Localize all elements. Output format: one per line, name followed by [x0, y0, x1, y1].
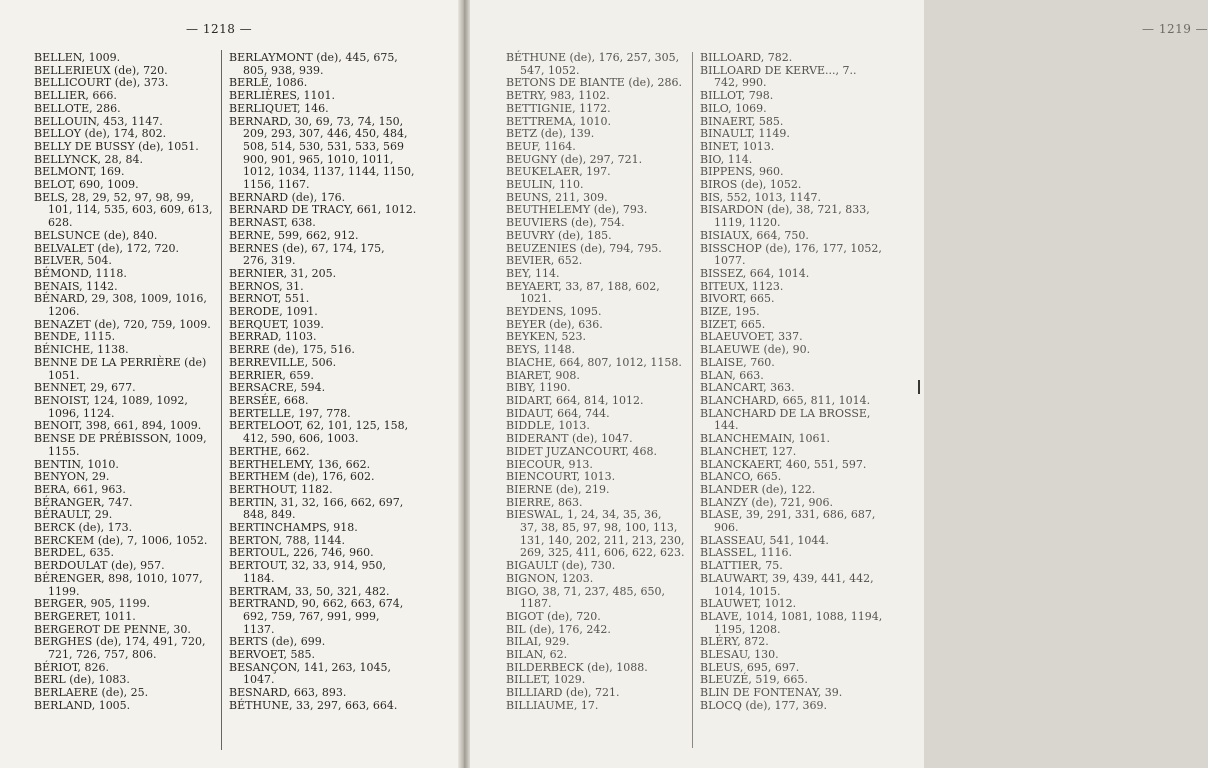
index-entry: BETZ (de), 139.: [506, 127, 595, 141]
index-entry: BERGER, 905, 1199.: [34, 597, 150, 611]
index-entry: BERNARD (de), 176.: [229, 190, 346, 204]
index-entry: BERGERET, 1011.: [34, 609, 136, 623]
index-entry: BELLICOURT (de), 373.: [34, 76, 169, 90]
index-entry: BEUVRY (de), 185.: [506, 228, 612, 242]
index-entry: BERLAERE (de), 25.: [34, 686, 149, 700]
index-entry: BERTOUL, 226, 746, 960.: [229, 546, 374, 560]
index-entry: BERTON, 788, 1144.: [229, 533, 345, 547]
left-page: [0, 0, 458, 768]
index-entry: BLANCO, 665.: [700, 470, 782, 484]
index-entry: BIGNON, 1203.: [506, 571, 594, 585]
index-entry: BELLOUIN, 453, 1147.: [34, 114, 163, 128]
page-number: — 1218 —: [186, 22, 253, 36]
index-entry: BERREVILLE, 506.: [229, 355, 337, 369]
index-entry: BIZE, 195.: [700, 305, 760, 319]
index-entry: BERNOS, 31.: [229, 279, 304, 293]
index-entry: BIESWAL, 1, 24, 34, 35, 36,: [506, 508, 662, 522]
index-entry: BELS, 28, 29, 52, 97, 98, 99,: [34, 190, 194, 204]
index-entry: BERDEL, 635.: [34, 546, 115, 560]
index-entry: BLASE, 39, 291, 331, 686, 687,: [700, 508, 876, 522]
index-entry: BERGHES (de), 174, 491, 720,: [34, 635, 206, 649]
index-entry: BERTHOUT, 1182.: [229, 482, 333, 496]
index-entry: BLÉRY, 872.: [700, 635, 769, 649]
index-entry: BENSE DE PRÉBISSON, 1009,: [34, 432, 207, 446]
index-entry: BERRAD, 1103.: [229, 330, 317, 344]
index-entry: BELLYNCK, 28, 84.: [34, 152, 144, 166]
index-entry: BEYKEN, 523.: [506, 330, 587, 344]
column-divider: [692, 52, 693, 748]
index-entry: 1137.: [243, 622, 275, 636]
index-entry: BERLAYMONT (de), 445, 675,: [229, 51, 398, 64]
index-entry: BÉMOND, 1118.: [34, 266, 127, 280]
index-entry: BÉRIOT, 826.: [34, 660, 109, 674]
index-entry: BIGOT (de), 720.: [506, 609, 601, 623]
index-entry: BETTIGNIE, 1172.: [506, 101, 611, 115]
index-entry: BELOT, 690, 1009.: [34, 178, 139, 192]
right-page: [470, 0, 1208, 768]
index-entry: BLANCHEMAIN, 1061.: [700, 432, 830, 446]
index-entry: BESNARD, 663, 893.: [229, 686, 347, 700]
index-entry: 1012, 1034, 1137, 1144, 1150,: [243, 165, 415, 179]
index-entry: BETONS DE BIANTE (de), 286.: [506, 76, 682, 90]
index-entry: BINET, 1013.: [700, 139, 775, 153]
index-entry: 1155.: [48, 444, 80, 458]
index-entry: BEUKELAER, 197.: [506, 165, 611, 179]
index-entry: BENAZET (de), 720, 759, 1009.: [34, 317, 211, 331]
index-entry: 144.: [714, 419, 739, 433]
index-entry: BLEUS, 695, 697.: [700, 660, 800, 674]
index-entry: BISSEZ, 664, 1014.: [700, 266, 810, 280]
index-entry: BLATTIER, 75.: [700, 559, 783, 573]
index-entry: BIDART, 664, 814, 1012.: [506, 393, 644, 407]
index-entry: BERTHEM (de), 176, 602.: [229, 470, 375, 484]
index-entry: BERSÉE, 668.: [229, 393, 309, 407]
index-entry: BERTELOOT, 62, 101, 125, 158,: [229, 419, 409, 433]
index-entry: 1096, 1124.: [48, 406, 115, 420]
index-entry: BIDERANT (de), 1047.: [506, 432, 633, 446]
index-entry: BLAUWART, 39, 439, 441, 442,: [700, 571, 874, 585]
index-entry: BEVIER, 652.: [506, 254, 583, 268]
index-entry: BIPPENS, 960.: [700, 165, 784, 179]
index-entry: BIGO, 38, 71, 237, 485, 650,: [506, 584, 666, 598]
index-entry: BELVER, 504.: [34, 254, 112, 268]
index-entry: BESANÇON, 141, 263, 1045,: [229, 660, 392, 674]
index-entry: BERVOET, 585.: [229, 648, 316, 662]
column-divider: [221, 50, 222, 750]
index-entry: BILLIAUME, 17.: [506, 698, 599, 712]
index-entry: BERTRAND, 90, 662, 663, 674,: [229, 597, 404, 611]
index-entry: BLASSEL, 1116.: [700, 546, 793, 560]
index-entry: 1021.: [520, 292, 552, 306]
index-entry: BELLOY (de), 174, 802.: [34, 127, 167, 141]
page-number: — 1219 —: [1142, 22, 1208, 36]
index-entry: BIBY, 1190.: [506, 381, 571, 395]
index-column: [506, 52, 684, 713]
index-entry: BERNIER, 31, 205.: [229, 266, 337, 280]
index-entry: BENAIS, 1142.: [34, 279, 118, 293]
index-entry: BLANCKAERT, 460, 551, 597.: [700, 457, 867, 471]
index-entry: BERTIN, 31, 32, 166, 662, 697,: [229, 495, 404, 509]
index-entry: BIENCOURT, 1013.: [506, 470, 616, 484]
index-entry: 906.: [714, 521, 739, 535]
index-entry: BILLOT, 798.: [700, 89, 774, 103]
index-entry: BILO, 1069.: [700, 101, 767, 115]
index-entry: BERNARD DE TRACY, 661, 1012.: [229, 203, 417, 217]
index-entry: BELVALET (de), 172, 720.: [34, 241, 180, 255]
index-entry: BERSACRE, 594.: [229, 381, 326, 395]
index-column: [229, 52, 416, 713]
index-entry: BILAN, 62.: [506, 648, 568, 662]
index-entry: BLAISE, 760.: [700, 355, 775, 369]
index-entry: BENDE, 1115.: [34, 330, 116, 344]
index-entry: BLESAU, 130.: [700, 648, 779, 662]
index-entry: BIS, 552, 1013, 1147.: [700, 190, 822, 204]
index-entry: BEUTHELEMY (de), 793.: [506, 203, 648, 217]
index-entry: BEYDENS, 1095.: [506, 305, 602, 319]
index-entry: BLAVE, 1014, 1081, 1088, 1194,: [700, 609, 883, 623]
index-entry: BILLOARD DE KERVE..., 7..: [700, 63, 857, 77]
index-entry: BIARET, 908.: [506, 368, 580, 382]
index-entry: 628.: [48, 216, 73, 230]
index-entry: BLAN, 663.: [700, 368, 764, 382]
index-entry: BERRIER, 659.: [229, 368, 314, 382]
index-entry: BÉTHUNE, 33, 297, 663, 664.: [229, 698, 398, 712]
index-entry: BIGAULT (de), 730.: [506, 559, 616, 573]
index-entry: BELSUNCE (de), 840.: [34, 228, 158, 242]
index-entry: BEUGNY (de), 297, 721.: [506, 152, 643, 166]
index-entry: BERNAST, 638.: [229, 216, 316, 230]
index-entry: BEY, 114.: [506, 266, 560, 280]
index-entry: BELLY DE BUSSY (de), 1051.: [34, 139, 199, 153]
index-entry: BELLOTE, 286.: [34, 101, 121, 115]
index-entry: BETTREMA, 1010.: [506, 114, 611, 128]
index-entry: BERA, 661, 963.: [34, 482, 126, 496]
index-entry: BIO, 114.: [700, 152, 753, 166]
index-entry: BENTIN, 1010.: [34, 457, 119, 471]
index-entry: 1199.: [48, 584, 80, 598]
index-column: [34, 52, 212, 713]
index-entry: BEUF, 1164.: [506, 139, 576, 153]
index-entry: BLANCART, 363.: [700, 381, 795, 395]
index-entry: BLANDER (de), 122.: [700, 482, 816, 496]
index-entry: BLAEUVOET, 337.: [700, 330, 803, 344]
index-entry: BILLOARD, 782.: [700, 51, 793, 64]
index-entry: BISSCHOP (de), 176, 177, 1052,: [700, 241, 882, 255]
index-entry: BERLAND, 1005.: [34, 698, 131, 712]
index-entry: 269, 325, 411, 606, 622, 623.: [520, 546, 685, 560]
index-entry: BIROS (de), 1052.: [700, 178, 802, 192]
index-entry: BISARDON (de), 38, 721, 833,: [700, 203, 870, 217]
index-entry: BILLIARD (de), 721.: [506, 686, 620, 700]
index-entry: 1014, 1015.: [714, 584, 781, 598]
index-entry: 1047.: [243, 673, 275, 687]
index-entry: BIDET JUZANCOURT, 468.: [506, 444, 658, 458]
index-entry: 742, 990.: [714, 76, 767, 90]
margin-mark: [918, 380, 920, 394]
index-entry: 412, 590, 606, 1003.: [243, 432, 359, 446]
index-entry: 1206.: [48, 305, 80, 319]
index-entry: BEUVIERS (de), 754.: [506, 216, 625, 230]
index-entry: BENNET, 29, 677.: [34, 381, 136, 395]
index-entry: 1195, 1208.: [714, 622, 781, 636]
index-entry: 1119, 1120.: [714, 216, 781, 230]
index-entry: BÉTHUNE (de), 176, 257, 305,: [506, 51, 680, 64]
index-entry: BERL (de), 1083.: [34, 673, 130, 687]
index-entry: BERNOT, 551.: [229, 292, 310, 306]
index-entry: BEYER (de), 636.: [506, 317, 603, 331]
index-entry: 721, 726, 757, 806.: [48, 648, 157, 662]
index-entry: 131, 140, 202, 211, 213, 230,: [520, 533, 685, 547]
index-entry: BERTINCHAMPS, 918.: [229, 521, 358, 535]
index-entry: 1156, 1167.: [243, 178, 310, 192]
index-entry: BENNE DE LA PERRIÈRE (de): [34, 355, 207, 369]
index-entry: 276, 319.: [243, 254, 296, 268]
index-entry: BEYAERT, 33, 87, 188, 602,: [506, 279, 660, 293]
index-entry: BÉNICHE, 1138.: [34, 343, 129, 357]
index-entry: BITEUX, 1123.: [700, 279, 784, 293]
index-entry: BEUZENIES (de), 794, 795.: [506, 241, 662, 255]
index-entry: BERLIÈRES, 1101.: [229, 89, 336, 103]
index-entry: BLEUZÉ, 519, 665.: [700, 673, 808, 687]
index-entry: BEYS, 1148.: [506, 343, 576, 357]
index-entry: BINAULT, 1149.: [700, 127, 790, 141]
index-entry: BERRE (de), 175, 516.: [229, 343, 355, 357]
index-entry: BILDERBECK (de), 1088.: [506, 660, 648, 674]
index-entry: 508, 514, 530, 531, 533, 569: [243, 139, 404, 153]
index-entry: BIERRE, 863.: [506, 495, 583, 509]
index-entry: 848, 849.: [243, 508, 296, 522]
index-entry: BERLIQUET, 146.: [229, 101, 329, 115]
index-entry: 692, 759, 767, 991, 999,: [243, 609, 380, 623]
index-entry: BERTHELEMY, 136, 662.: [229, 457, 371, 471]
index-entry: BERNE, 599, 662, 912.: [229, 228, 359, 242]
index-entry: BENOIST, 124, 1089, 1092,: [34, 393, 188, 407]
index-entry: BERTHE, 662.: [229, 444, 310, 458]
index-entry: BERTRAM, 33, 50, 321, 482.: [229, 584, 390, 598]
index-entry: BETRY, 983, 1102.: [506, 89, 610, 103]
index-entry: BIDDLE, 1013.: [506, 419, 590, 433]
index-entry: BIERNE (de), 219.: [506, 482, 610, 496]
index-entry: BINAERT, 585.: [700, 114, 784, 128]
index-entry: BIZET, 665.: [700, 317, 766, 331]
index-entry: BIVORT, 665.: [700, 292, 775, 306]
index-entry: BERLÉ, 1086.: [229, 76, 308, 90]
index-entry: 1187.: [520, 597, 552, 611]
index-entry: BENYON, 29.: [34, 470, 110, 484]
index-entry: BERCK (de), 173.: [34, 521, 133, 535]
index-entry: 1184.: [243, 571, 275, 585]
index-entry: BERDOULAT (de), 957.: [34, 559, 165, 573]
index-entry: BÉRANGER, 747.: [34, 495, 133, 509]
index-entry: BIL (de), 176, 242.: [506, 622, 611, 636]
index-entry: 37, 38, 85, 97, 98, 100, 113,: [520, 521, 678, 535]
index-entry: BIDAUT, 664, 744.: [506, 406, 610, 420]
index-column: [700, 52, 882, 713]
index-entry: BÉRAULT, 29.: [34, 508, 113, 522]
index-entry: BERTELLE, 197, 778.: [229, 406, 351, 420]
index-entry: BERGEROT DE PENNE, 30.: [34, 622, 191, 636]
index-entry: BERNES (de), 67, 174, 175,: [229, 241, 385, 255]
index-entry: BIECOUR, 913.: [506, 457, 593, 471]
index-entry: BLAEUWE (de), 90.: [700, 343, 811, 357]
index-entry: BLASSEAU, 541, 1044.: [700, 533, 829, 547]
index-entry: 547, 1052.: [520, 63, 580, 77]
index-entry: BÉNARD, 29, 308, 1009, 1016,: [34, 292, 207, 306]
index-entry: 1077.: [714, 254, 746, 268]
book-gutter: [458, 0, 470, 768]
index-entry: 1051.: [48, 368, 80, 382]
index-entry: BENOIT, 398, 661, 894, 1009.: [34, 419, 202, 433]
index-entry: BLANCHARD DE LA BROSSE,: [700, 406, 871, 420]
index-entry: BEUNS, 211, 309.: [506, 190, 608, 204]
index-entry: BLOCQ (de), 177, 369.: [700, 698, 827, 712]
index-entry: BELMONT, 169.: [34, 165, 125, 179]
index-entry: BERQUET, 1039.: [229, 317, 324, 331]
index-entry: BLANCHARD, 665, 811, 1014.: [700, 393, 871, 407]
index-entry: BÉRENGER, 898, 1010, 1077,: [34, 571, 203, 585]
index-entry: BEULIN, 110.: [506, 178, 584, 192]
index-entry: BELLERIEUX (de), 720.: [34, 63, 168, 77]
index-entry: BLIN DE FONTENAY, 39.: [700, 686, 843, 700]
index-entry: 805, 938, 939.: [243, 63, 324, 77]
index-entry: BLAUWET, 1012.: [700, 597, 797, 611]
index-entry: BIACHE, 664, 807, 1012, 1158.: [506, 355, 682, 369]
index-entry: 900, 901, 965, 1010, 1011,: [243, 152, 394, 166]
index-entry: BERODE, 1091.: [229, 305, 318, 319]
index-entry: BLANCHET, 127.: [700, 444, 797, 458]
index-entry: BERCKEM (de), 7, 1006, 1052.: [34, 533, 208, 547]
index-entry: BLANZY (de), 721, 906.: [700, 495, 833, 509]
index-entry: BILAI, 929.: [506, 635, 570, 649]
index-entry: BELLIER, 666.: [34, 89, 117, 103]
index-entry: BERTOUT, 32, 33, 914, 950,: [229, 559, 387, 573]
index-entry: BELLEN, 1009.: [34, 51, 121, 64]
index-entry: BISIAUX, 664, 750.: [700, 228, 809, 242]
index-entry: BERTS (de), 699.: [229, 635, 326, 649]
index-entry: BERNARD, 30, 69, 73, 74, 150,: [229, 114, 404, 128]
index-entry: 101, 114, 535, 603, 609, 613,: [48, 203, 213, 217]
index-entry: 209, 293, 307, 446, 450, 484,: [243, 127, 408, 141]
index-entry: BILLET, 1029.: [506, 673, 586, 687]
